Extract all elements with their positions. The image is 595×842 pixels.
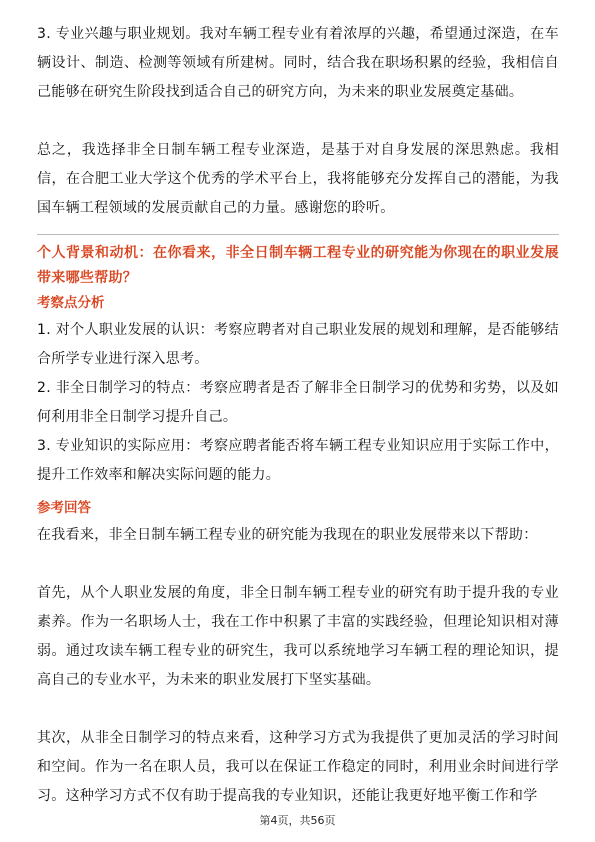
analysis-item-1: 1. 对个人职业发展的认识：考察应聘者对自己职业发展的规划和理解，是否能够结合所学专业进行深入思考。	[37, 322, 559, 367]
answer-second-paragraph: 其次，从非全日制学习的特点来看，这种学习方式为我提供了更加灵活的学习时间和空间。作为一名在职人员，我可以在保证工作稳定的同时，利用业余时间进行学习。这种学习方式不仅有助于提高我的专业知识，还能让我更好地平衡工作和学	[37, 730, 559, 804]
conclusion-paragraph: 总之，我选择非全日制车辆工程专业深造，是基于对自身发展的深思熟虑。我相信，在合肥工业大学这个优秀的学术平台上，我将能够充分发挥自己的潜能，为我国车辆工程领域的发展贡献自己的力量。感谢您的聆听。	[37, 142, 559, 216]
point-3-paragraph: 3. 专业兴趣与职业规划。我对车辆工程专业有着浓厚的兴趣，希望通过深造，在车辆设计、制造、检测等领域有所建树。同时，结合我在职场积累的经验，我相信自己能够在研究生阶段找到适合自己的研究方向，为未来的职业发展奠定基础。	[37, 26, 559, 100]
document-page	[37, 0, 559, 811]
question-title: 个人背景和动机：在你看来，非全日制车辆工程专业的研究能为你现在的职业发展带来哪些帮助？	[37, 245, 559, 286]
analysis-item-3: 3. 专业知识的实际应用：考察应聘者能否将车辆工程专业知识应用于实际工作中，提升工作效率和解决实际问题的能力。	[37, 438, 559, 483]
answer-first-paragraph: 首先，从个人职业发展的角度，非全日制车辆工程专业的研究有助于提升我的专业素养。作为一名职场人士，我在工作中积累了丰富的实践经验，但理论知识相对薄弱。通过攻读车辆工程专业的研究生，我可以系统地学习车辆工程的理论知识，提高自己的专业水平，为未来的职业发展打下坚实基础。	[37, 585, 559, 688]
analysis-item-2: 2. 非全日制学习的特点：考察应聘者是否了解非全日制学习的优势和劣势，以及如何利用非全日制学习提升自己。	[37, 380, 559, 425]
answer-heading: 参考回答	[37, 500, 91, 516]
analysis-heading: 考察点分析	[37, 295, 105, 311]
page-footer: 第4页，共56页	[259, 814, 336, 827]
section-divider	[37, 234, 559, 235]
answer-lead: 在我看来，非全日制车辆工程专业的研究能为我现在的职业发展带来以下帮助：	[37, 527, 538, 543]
